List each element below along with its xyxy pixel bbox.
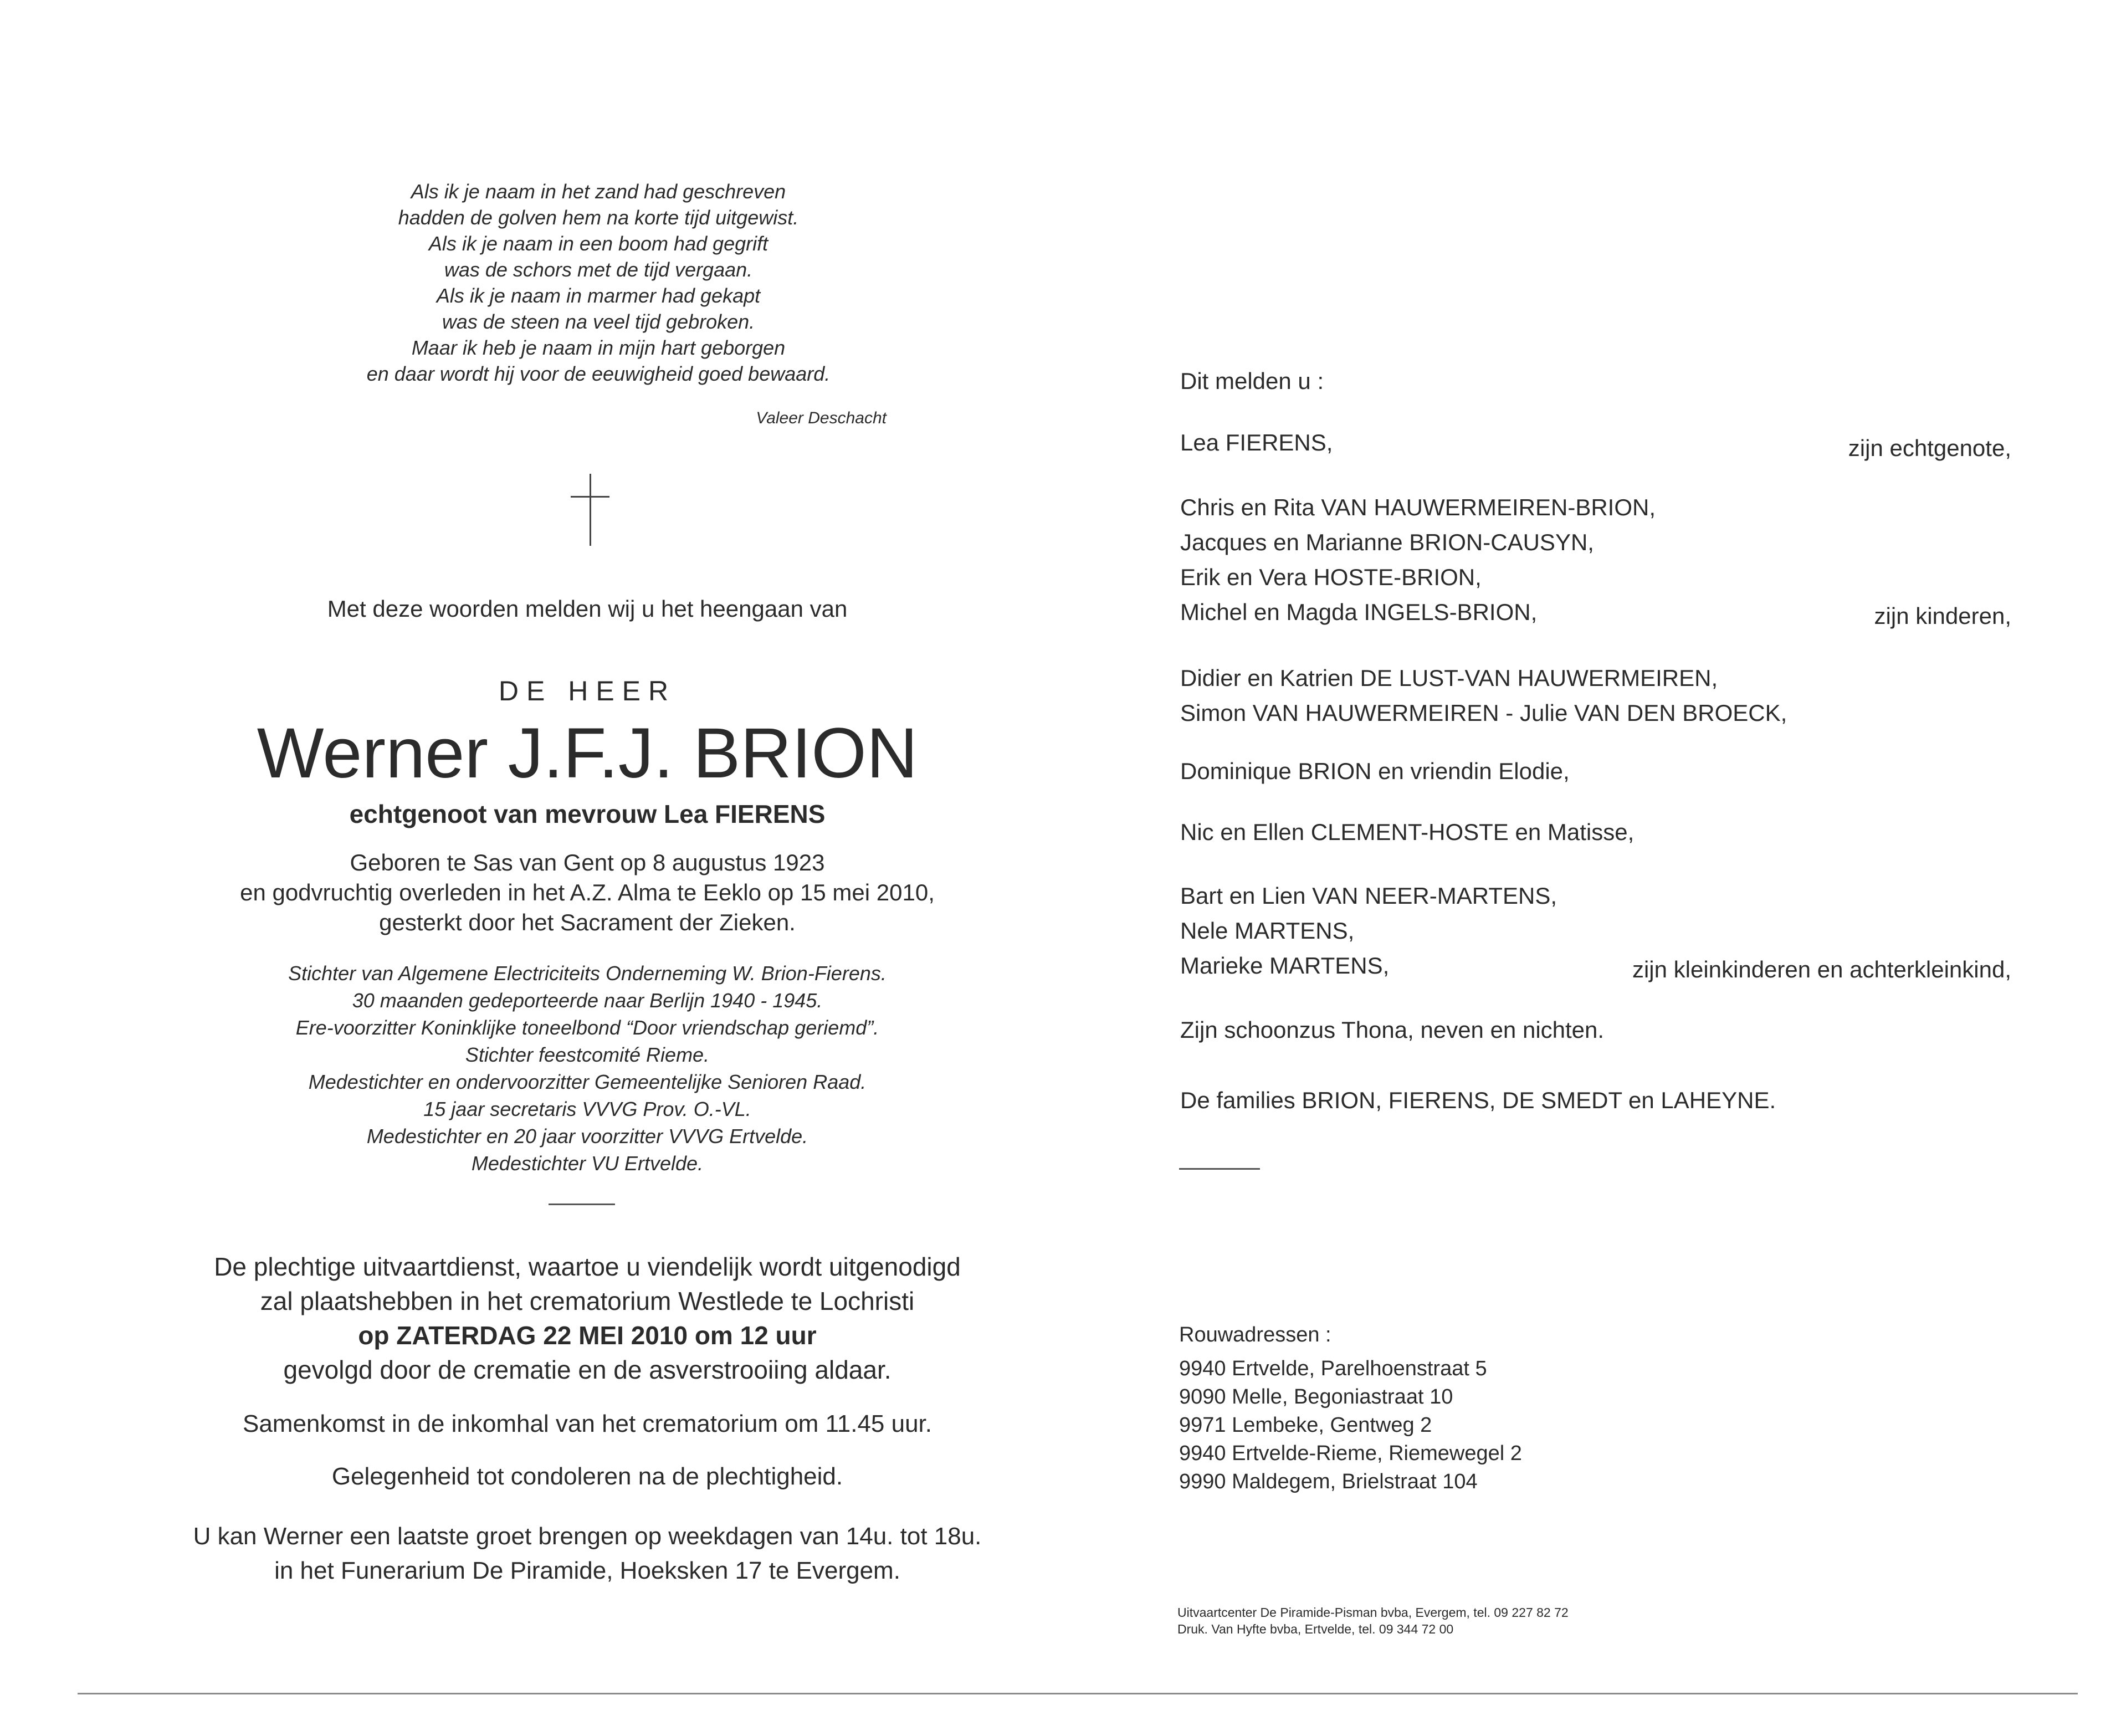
funeral-line: De plechtige uitvaartdienst, waartoe u viendelijk wordt uitgenodigd [214,1252,961,1281]
print-shop-line: Druk. Van Hyfte bvba, Ertvelde, tel. 09 344 72 00 [1177,1622,1454,1636]
family-intro: Dit melden u : [1180,368,1324,394]
poem [266,178,931,387]
bio-line: Stichter van Algemene Electriciteits Onderneming W. Brion-Fierens. [288,962,887,985]
printer-info [1177,1604,1569,1637]
funeral-home-line: Uitvaartcenter De Piramide-Pisman bvba, Evergem, tel. 09 227 82 72 [1177,1605,1569,1620]
poem-author: Valeer Deschacht [756,409,887,427]
bio-line: 15 jaar secretaris VVVG Prov. O.-VL. [423,1098,751,1120]
birth-line: Geboren te Sas van Gent op 8 augustus 1923 [350,849,825,875]
poem-line: was de steen na veel tijd gebroken. [442,310,755,333]
divider [1179,1168,1260,1170]
funeral-line: zal plaatshebben in het crematorium Westlede te Lochristi [260,1287,915,1315]
spouse-name: Lea FIERENS, [1180,429,1333,455]
list-item: Erik en Vera HOSTE-BRION, [1180,564,1482,590]
cross-icon [571,474,609,546]
poem-line: en daar wordt hij voor de eeuwigheid goed bewaard. [366,362,831,385]
bio-line: Medestichter en 20 jaar voorzitter VVVG Ertvelde. [366,1125,808,1148]
funeral-line: gevolgd door de crematie en de asverstrooiing aldaar. [283,1355,892,1384]
address-line: 9940 Ertvelde, Parelhoenstraat 5 [1179,1357,1487,1380]
poem-line: Maar ik heb je naam in mijn hart geborgen [411,336,786,359]
grandchildren-group-2: Dominique BRION en vriendin Elodie, [1180,758,1570,784]
bio-line: 30 maanden gedeporteerde naar Berlijn 1940 - 1945. [352,989,823,1012]
list-item: Marieke MARTENS, [1180,953,1390,979]
children-relation: zijn kinderen, [1874,603,2011,629]
address-line: 9971 Lembeke, Gentweg 2 [1179,1414,1432,1437]
deceased-title: DE HEER [498,675,677,706]
list-item: Didier en Katrien DE LUST-VAN HAUWERMEIREN, [1180,665,1718,691]
bio-line: Ere-voorzitter Koninklijke toneelbond “Door vriendschap geriemd”. [295,1016,879,1039]
bio-line: Medestichter en ondervoorzitter Gemeentelijke Senioren Raad. [308,1071,867,1093]
divider [549,1204,615,1205]
list-item: Jacques en Marianne BRION-CAUSYN, [1180,529,1594,555]
spouse-relation: zijn echtgenote, [1848,435,2011,461]
mourning-addresses [1179,1355,1522,1496]
death-line: en godvruchtig overleden in het A.Z. Alma te Eeklo op 15 mei 2010, [240,879,935,905]
list-item: Simon VAN HAUWERMEIREN - Julie VAN DEN BROECK, [1180,700,1787,726]
poem-line: Als ik je naam in een boom had gegrift [428,232,768,255]
mourning-addresses-title: Rouwadressen : [1179,1323,1331,1346]
deceased-name: Werner J.F.J. BRION [257,714,918,793]
sacrament-line: gesterkt door het Sacrament der Zieken. [379,909,796,935]
funeral-info [111,1249,1064,1387]
biography [166,960,1008,1177]
grandchildren-group-3: Nic en Ellen CLEMENT-HOSTE en Matisse, [1180,819,1635,845]
farewell-line: U kan Werner een laatste groet brengen op weekdagen van 14u. tot 18u. [193,1523,982,1550]
address-line: 9090 Melle, Begoniastraat 10 [1179,1385,1453,1409]
birth-death-info [166,848,1008,938]
bottom-rule [78,1693,2078,1694]
poem-line: Als ik je naam in het zand had geschreven [411,180,786,203]
address-line: 9940 Ertvelde-Rieme, Riemewegel 2 [1179,1442,1522,1465]
grandchildren-group-1 [1180,660,1787,730]
funeral-date: op ZATERDAG 22 MEI 2010 om 12 uur [358,1321,817,1350]
farewell-line: in het Funerarium De Piramide, Hoeksken 17 te Evergem. [274,1557,900,1584]
poem-line: was de schors met de tijd vergaan. [444,258,753,281]
poem-line: Als ik je naam in marmer had gekapt [436,284,761,307]
list-item: Michel en Magda INGELS-BRION, [1180,599,1538,625]
bio-line: Medestichter VU Ertvelde. [471,1152,704,1175]
in-law-line: Zijn schoonzus Thona, neven en nichten. [1180,1017,1605,1043]
list-item: Nele MARTENS, [1180,918,1355,944]
grandchildren-relation: zijn kleinkinderen en achterkleinkind, [1632,956,2011,982]
families-line: De families BRION, FIERENS, DE SMEDT en LAHEYNE. [1180,1087,1776,1113]
condolence-info: Gelegenheid tot condoleren na de plechtigheid. [331,1463,843,1490]
announcement: Met deze woorden melden wij u het heengaan van [327,596,848,622]
deceased-spouse: echtgenoot van mevrouw Lea FIERENS [349,800,826,828]
address-line: 9990 Maldegem, Brielstraat 104 [1179,1470,1478,1493]
gathering-info: Samenkomst in de inkomhal van het crematorium om 11.45 uur. [242,1410,932,1437]
list-item: Bart en Lien VAN NEER-MARTENS, [1180,883,1557,909]
list-item: Chris en Rita VAN HAUWERMEIREN-BRION, [1180,494,1656,520]
farewell-info [111,1519,1064,1588]
bio-line: Stichter feestcomité Rieme. [465,1043,710,1066]
poem-line: hadden de golven hem na korte tijd uitgewist. [398,206,799,229]
